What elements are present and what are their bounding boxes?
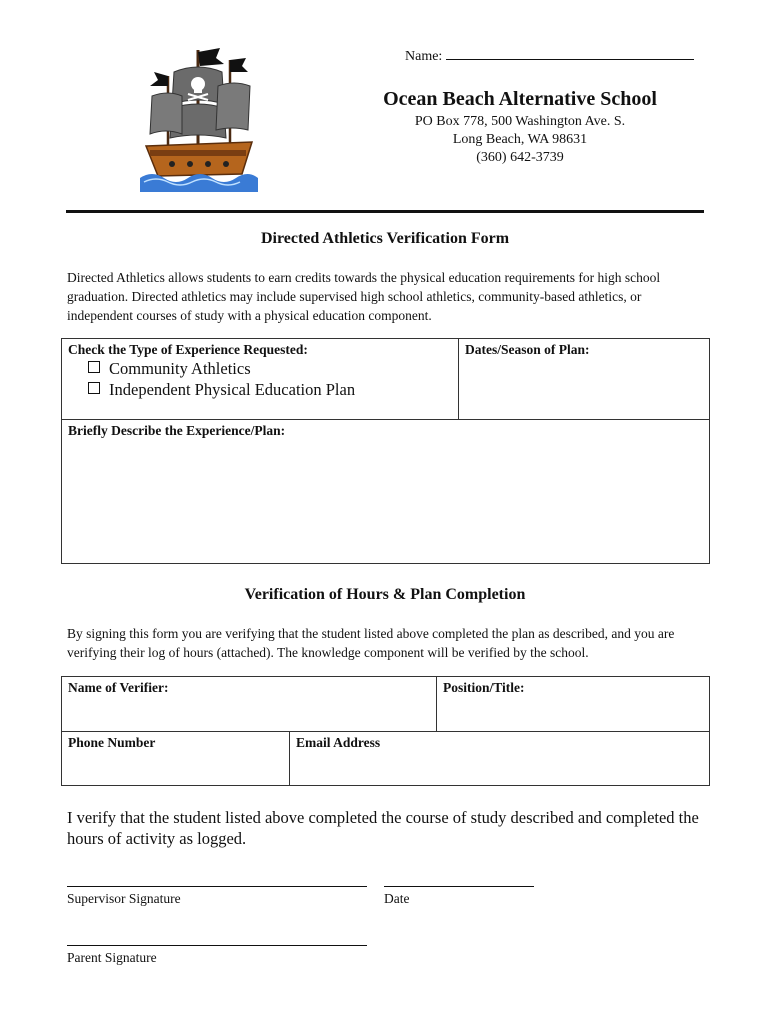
position-title-cell[interactable] xyxy=(436,676,710,732)
dates-season-label: Dates/Season of Plan: xyxy=(465,342,590,357)
form-intro: Directed Athletics allows students to earn credits towards the physical education requirements for high school graduation. Directed athletics may include supervised high school athletics, community-based athletics, or independent courses of study with a physical education component. xyxy=(67,270,661,323)
email-address-cell[interactable] xyxy=(289,731,710,786)
school-name: Ocean Beach Alternative School xyxy=(383,88,657,110)
address-line-2: Long Beach, WA 98631 xyxy=(452,132,588,147)
dates-season-cell[interactable] xyxy=(458,338,710,420)
header-divider xyxy=(66,210,704,213)
verifier-name-label: Name of Verifier: xyxy=(68,680,169,695)
option-label: Independent Physical Education Plan xyxy=(109,380,356,399)
address-line-1: PO Box 778, 500 Washington Ave. S. xyxy=(414,114,626,129)
verification-intro: By signing this form you are verifying that the student listed above completed the plan as described, and you are verifying their log of hours (attached). The knowledge component will be verified by the school. xyxy=(67,626,675,660)
option-label: Community Athletics xyxy=(109,359,251,378)
parent-signature-line[interactable] xyxy=(67,945,367,946)
phone-number-cell[interactable] xyxy=(61,731,290,786)
student-name-field[interactable] xyxy=(405,47,694,65)
describe-plan-cell[interactable] xyxy=(61,419,710,564)
school-phone: (360) 642-3739 xyxy=(476,150,564,165)
option-independent-pe-plan[interactable] xyxy=(88,380,355,400)
checkbox-icon[interactable] xyxy=(88,361,100,373)
parent-signature-label: Parent Signature xyxy=(67,950,157,965)
verifier-name-cell[interactable] xyxy=(61,676,437,732)
option-community-athletics[interactable] xyxy=(88,359,251,379)
name-blank-line[interactable] xyxy=(446,47,694,60)
supervisor-signature-label: Supervisor Signature xyxy=(67,891,181,906)
position-title-label: Position/Title: xyxy=(443,680,525,695)
date-label: Date xyxy=(384,891,410,906)
checkbox-icon[interactable] xyxy=(88,382,100,394)
experience-type-label: Check the Type of Experience Requested: xyxy=(68,342,308,357)
verification-statement: I verify that the student listed above completed the course of study described and completed the hours of activity as logged. xyxy=(67,808,699,848)
pirate-ship-logo xyxy=(138,46,260,192)
supervisor-signature-line[interactable] xyxy=(67,886,367,887)
email-address-label: Email Address xyxy=(296,735,381,750)
name-label: Name: xyxy=(405,49,443,64)
phone-number-label: Phone Number xyxy=(68,735,156,750)
describe-plan-label: Briefly Describe the Experience/Plan: xyxy=(68,423,286,438)
date-line[interactable] xyxy=(384,886,534,887)
verification-title: Verification of Hours & Plan Completion xyxy=(244,586,526,603)
experience-type-cell xyxy=(61,338,459,420)
form-title: Directed Athletics Verification Form xyxy=(260,230,510,247)
